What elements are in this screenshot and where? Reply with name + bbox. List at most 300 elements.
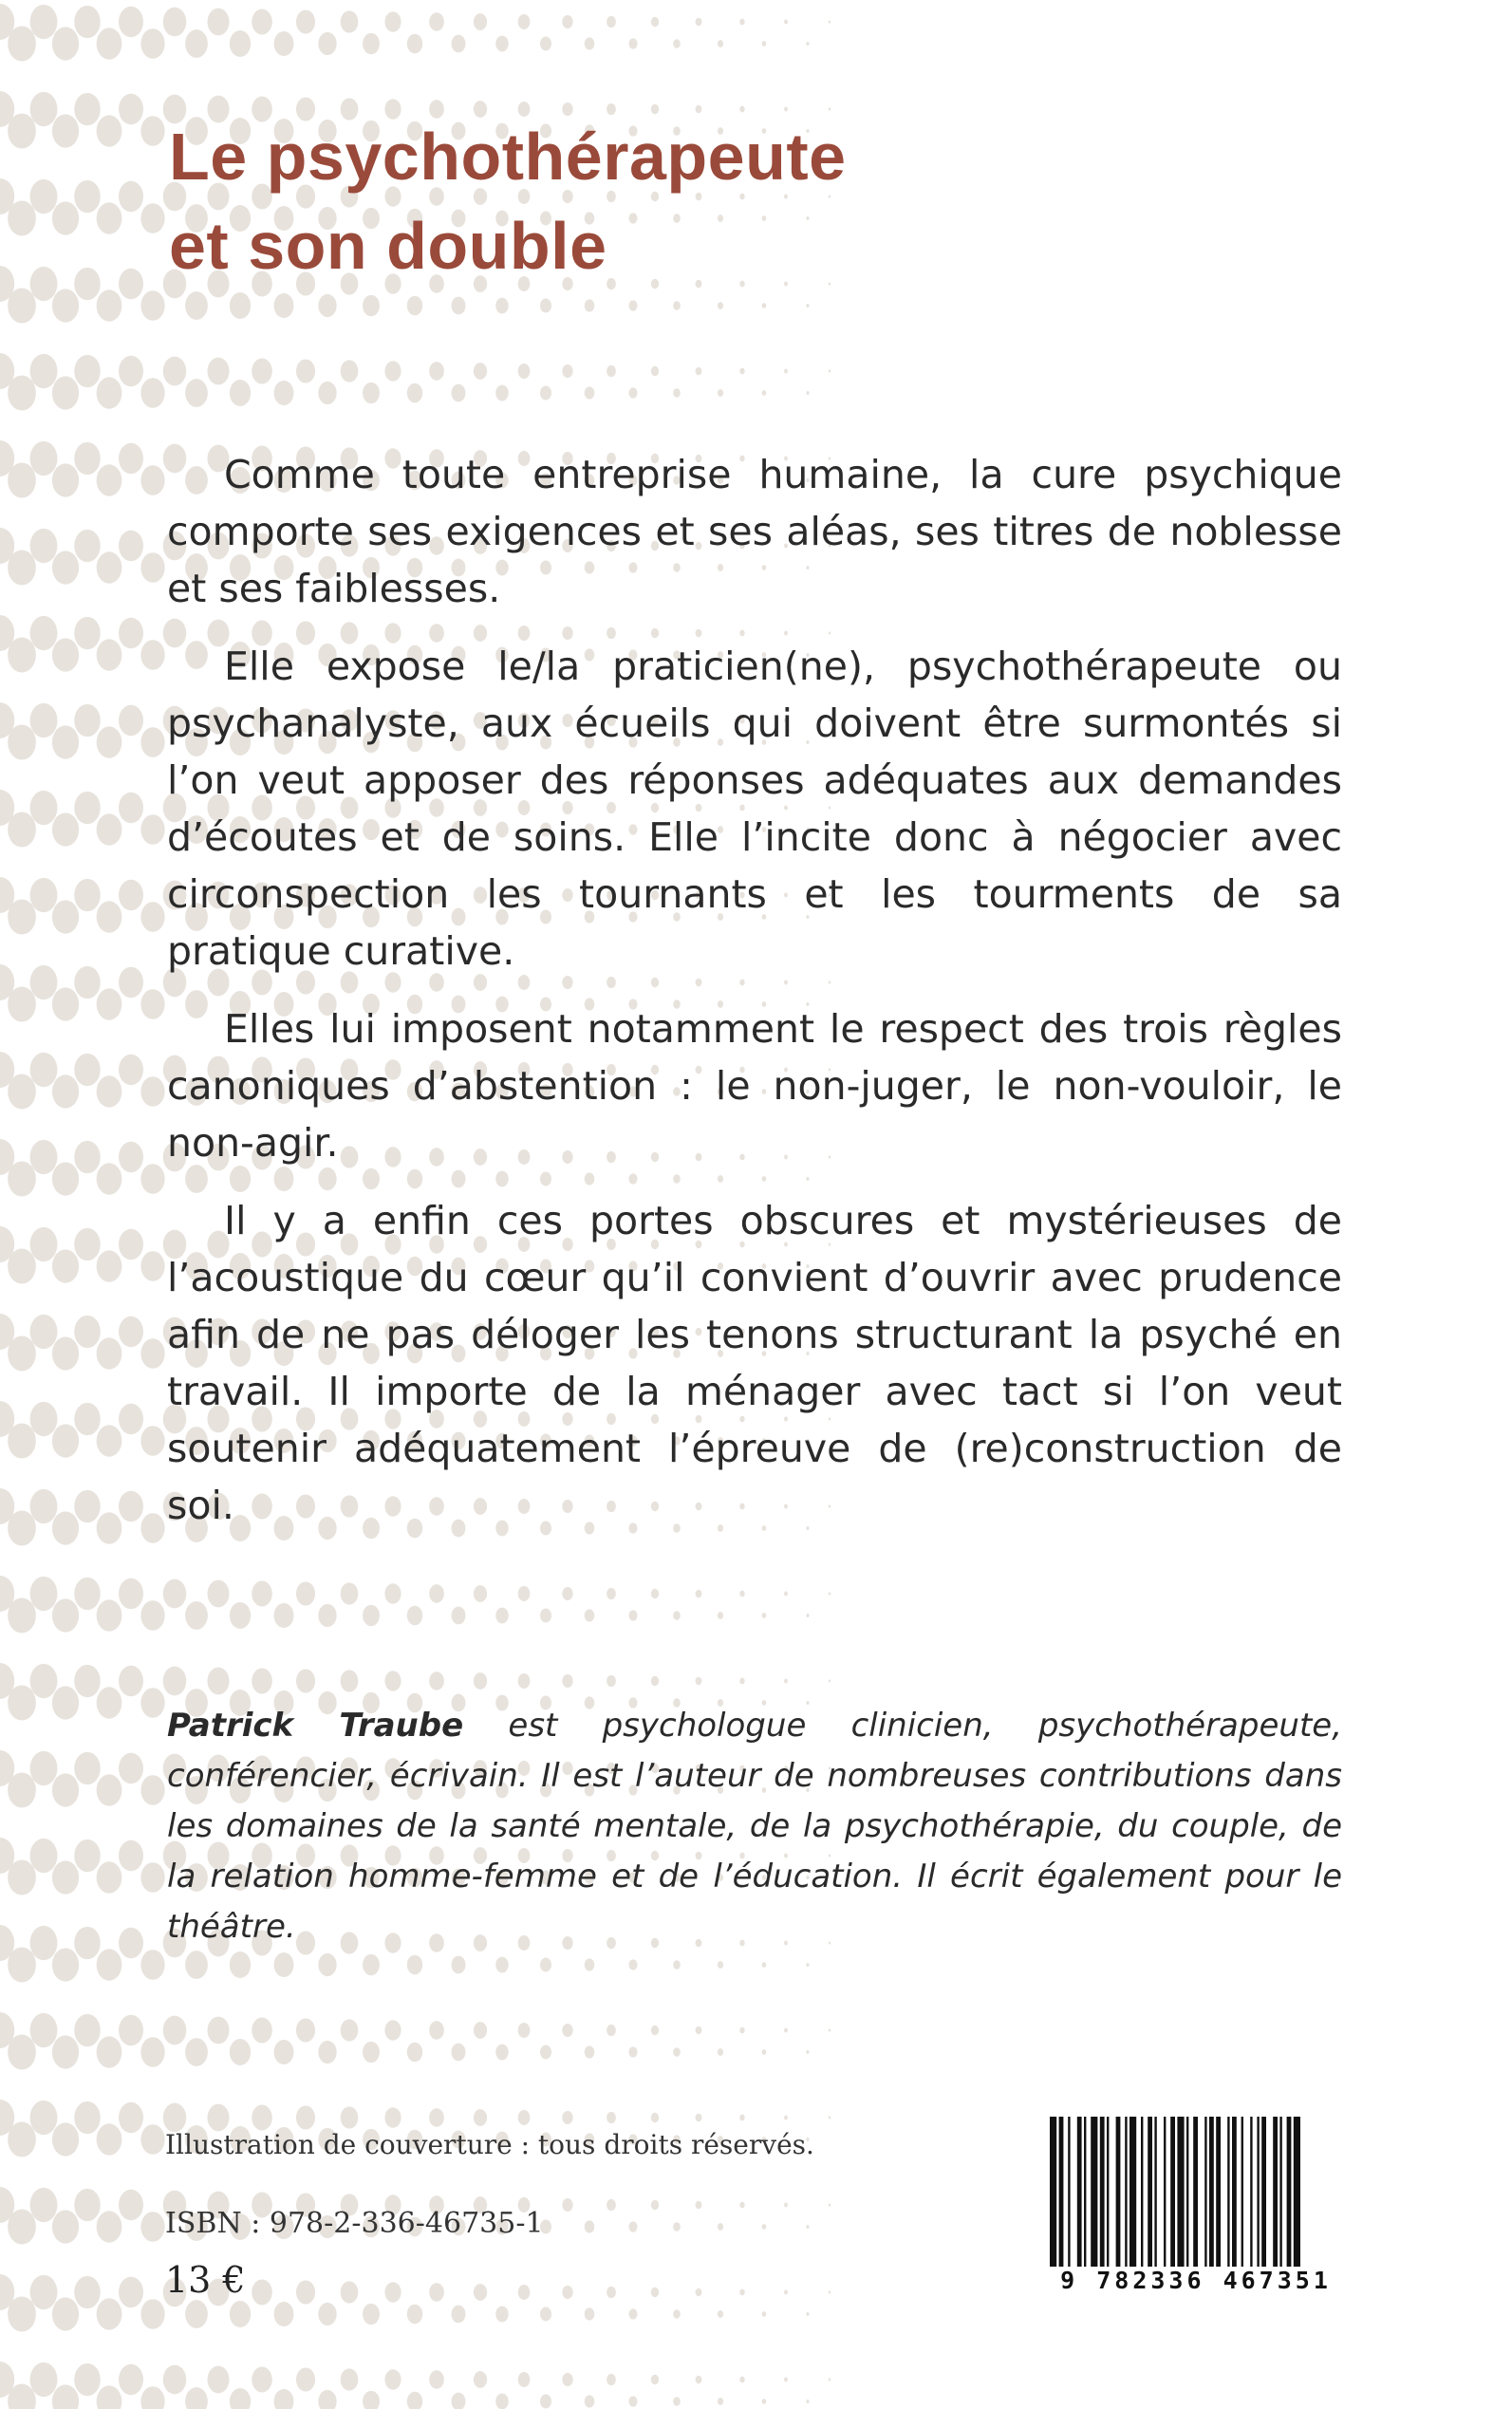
background-dot [318,1604,336,1627]
barcode-bars [1050,2117,1342,2267]
barcode-bar [1257,2117,1259,2267]
background-dot [52,27,79,60]
background-dot [230,1602,251,1629]
background-dot [140,727,164,757]
background-dot [8,1074,36,1109]
background-dot [474,1585,487,1602]
background-dot [585,2045,595,2058]
background-dot [30,1839,58,1873]
background-dot [296,2280,315,2304]
background-dot [140,2212,164,2242]
background-dot [97,289,122,321]
background-dot [8,2121,36,2157]
background-dot [696,2026,702,2035]
background-dot [74,530,100,562]
barcode-bar [1084,2117,1086,2267]
background-dot [8,1161,36,1196]
background-dot [140,2299,164,2329]
background-dot [407,296,422,316]
background-dot [739,1591,744,1597]
background-dot [52,201,79,234]
background-dot [274,1603,294,1628]
background-dot [407,1955,422,1975]
background-dot [30,529,58,563]
blurb-paragraph: Comme toute entreprise humaine, la cure psychique comporte ses exigences et ses aléas, ses titres de noblesse et ses faiblesses. [167,452,1342,611]
background-dot [140,1688,164,1718]
background-dot [739,19,744,26]
background-dot [673,301,681,309]
blurb-paragraph: Il y a enfin ces portes obscures et mystérieuses de l’acoustique du cœur qu’il convient d’ouvrir avec prudence afin de ne pas déloger les tenons structurant la psyché en travail. Il importe de la ménager avec tact si l’on veut soutenir adéquatement l’épreuve de (re)construction de soi. [167,1198,1342,1528]
background-dot [119,2364,143,2395]
background-dot [784,2378,788,2382]
background-dot [8,1685,36,1720]
background-dot [252,2367,272,2393]
background-dot [74,704,100,737]
background-dot [97,901,122,932]
background-dot [119,181,143,212]
background-dot [74,1839,100,1872]
background-dot [585,2307,595,2320]
barcode-bar [1107,2117,1109,2267]
background-dot [540,2045,551,2060]
background-dot [97,1337,122,1369]
background-dot [74,2101,100,2134]
background-dot [52,725,79,758]
background-dot [651,2288,659,2297]
background-dot [341,2368,359,2390]
background-dot [673,388,681,397]
background-dot [407,2305,422,2325]
background-dot [97,1250,122,1281]
background-dot [97,1949,122,1980]
background-dot [119,880,143,910]
background-dot [784,20,788,25]
author-bio-text: est psychologue clinicien, psychothérapeute, conférencier, écrivain. Il est l’auteur de nombreuses contributions dans les domaines de la santé mentale, de la psychothérapie, du couple, de la relation homme-femme et de l’éducation. Il écrit également pour le théâtre. [167,1707,1342,1946]
background-dot [119,1753,143,1783]
background-dot [30,1751,58,1785]
background-dot [74,1316,100,1348]
background-dot [8,1597,36,1633]
background-dot [452,297,466,315]
background-dot [140,1076,164,1107]
background-dot [673,2222,681,2231]
background-dot [185,291,208,320]
background-dot [230,380,251,406]
background-dot [718,2398,723,2405]
background-dot [673,2309,681,2318]
background-dot [628,2396,637,2406]
background-dot [607,16,616,28]
background-dot [429,2108,444,2127]
background-dot [185,2387,208,2409]
barcode-bar [1170,2117,1175,2267]
background-dot [74,442,100,475]
background-dot [429,12,444,31]
background-dot [518,2023,531,2038]
background-dot [8,26,36,61]
background-dot [74,792,100,824]
background-dot [30,2188,58,2222]
background-dot [119,2015,143,2045]
background-dot [829,107,831,110]
background-dot [739,2202,744,2209]
background-dot [8,462,36,497]
background-dot [207,1668,229,1695]
background-dot [562,2111,572,2124]
background-dot [274,2302,294,2326]
background-dot [628,2308,637,2319]
barcode [1044,2109,1348,2299]
background-dot [806,391,809,395]
background-dot [628,2221,637,2232]
background-dot [119,2102,143,2133]
background-dot [163,1579,187,1609]
background-dot [8,724,36,759]
background-dot [252,359,272,384]
background-dot [163,2103,187,2133]
background-dot [8,113,36,148]
background-dot [8,200,36,235]
background-dot [384,11,401,31]
background-dot [829,2116,831,2119]
background-dot [74,879,100,911]
background-dot [52,987,79,1020]
background-dot [8,899,36,934]
background-dot [540,1609,551,1623]
background-dot [495,2045,508,2061]
background-dot [341,2019,359,2041]
background-dot [452,1956,466,1974]
background-dot [140,1513,164,1543]
barcode-bar [1186,2117,1188,2267]
background-dot [407,2043,422,2063]
background-dot [762,390,767,396]
background-dot [296,1669,315,1692]
author-name: Patrick Traube [167,1707,464,1745]
background-dot [97,464,122,495]
background-dot [540,37,551,51]
background-dot [74,1578,100,1610]
background-dot [52,2384,79,2409]
background-dot [474,2109,487,2126]
background-dot [30,2275,58,2309]
background-dot [829,20,831,23]
background-dot [474,363,487,380]
background-dot [318,2303,336,2325]
background-dot [341,2281,359,2303]
background-dot [829,2290,831,2293]
background-dot [784,2028,788,2033]
background-dot [407,383,422,403]
background-dot [74,2014,100,2046]
background-dot [540,386,551,401]
background-dot [318,294,336,317]
background-dot [163,357,187,386]
background-dot [562,1674,572,1688]
barcode-digits: 9 782336 467351 [1060,2267,1332,2294]
background-dot [30,92,58,126]
barcode-bar [1216,2117,1221,2267]
barcode-bar [1209,2117,1214,2267]
background-dot [119,1840,143,1871]
background-dot [363,1605,380,1626]
background-dot [318,2390,336,2409]
background-dot [274,2389,294,2409]
background-dot [30,1489,58,1523]
background-dot [140,1862,164,1893]
background-dot [119,2277,143,2307]
background-dot [607,2374,616,2385]
background-dot [784,1679,788,1684]
background-dot [363,295,380,316]
background-dot [74,268,100,300]
background-dot [97,115,122,146]
background-dot [474,2022,487,2039]
background-dot [363,2391,380,2409]
background-dot [52,812,79,846]
background-dot [540,1958,551,1972]
background-dot [806,1963,809,1967]
price: 13 € [165,2259,246,2301]
background-dot [495,2394,508,2409]
barcode-bar [1050,2117,1056,2267]
background-dot [207,1580,229,1608]
background-dot [140,28,164,59]
background-dot [140,116,164,146]
background-dot [495,385,508,402]
background-dot [140,1950,164,1980]
barcode-bar [1077,2117,1082,2267]
cover-credit: Illustration de couverture : tous droits réservés. [165,2129,814,2160]
background-dot [673,2047,681,2056]
background-dot [8,1947,36,1982]
background-dot [8,2296,36,2331]
background-dot [97,2123,122,2155]
background-dot [119,793,143,823]
background-dot [207,358,229,385]
background-dot [230,2039,251,2065]
background-dot [52,1773,79,1806]
background-dot [74,6,100,38]
barcode-bar [1227,2117,1229,2267]
barcode-bar [1091,2117,1097,2267]
background-dot [474,13,487,30]
background-dot [97,813,122,845]
background-dot [806,2225,809,2229]
background-dot [119,1491,143,1522]
background-dot [119,1404,143,1434]
background-dot [829,2203,831,2206]
background-dot [74,1665,100,1697]
background-dot [651,2113,659,2122]
background-dot [8,550,36,585]
background-dot [518,2285,531,2300]
background-dot [384,361,401,381]
background-dot [806,2312,809,2316]
background-dot [252,9,272,35]
background-dot [97,639,122,670]
background-dot [52,551,79,584]
background-dot [52,1511,79,1544]
background-dot [52,114,79,147]
background-dot [8,1772,36,1807]
background-dot [74,1228,100,1261]
background-dot [52,1162,79,1195]
background-dot [341,1670,359,1691]
background-dot [252,1669,272,1694]
background-dot [739,2377,744,2383]
background-dot [119,1928,143,1958]
background-dot [585,2395,595,2407]
background-dot [8,288,36,323]
background-dot [119,705,143,736]
background-dot [30,1140,58,1174]
background-dot [384,1671,401,1690]
background-dot [452,2044,466,2062]
background-dot [651,2375,659,2384]
background-dot [718,1612,723,1619]
background-dot [696,2376,702,2384]
background-dot [762,2049,767,2055]
background-dot [696,18,702,27]
background-dot [762,2224,767,2230]
background-dot [585,386,595,399]
background-dot [140,465,164,495]
barcode-bar [1154,2117,1156,2267]
background-dot [140,2124,164,2155]
background-dot [52,1948,79,1981]
barcode-bar [1129,2117,1136,2267]
background-dot [562,2286,572,2299]
background-dot [363,2042,380,2063]
background-dot [628,2046,637,2057]
background-dot [585,37,595,49]
background-dot [628,1959,637,1970]
background-dot [97,551,122,583]
background-dot [452,384,466,402]
background-dot [274,1952,294,1977]
background-dot [30,267,58,301]
background-dot [806,304,809,308]
background-dot [52,2210,79,2243]
barcode-bar [1148,2117,1152,2267]
background-dot [30,791,58,825]
background-dot [718,2223,723,2231]
barcode-bar [1116,2117,1121,2267]
background-dot [784,2290,788,2295]
barcode-bar [1279,2117,1281,2267]
background-dot [452,35,466,53]
background-dot [562,2198,572,2212]
isbn: ISBN : 978-2-336-46735-1 [165,2207,544,2240]
barcode-bar [1193,2117,1198,2267]
background-dot [252,2018,272,2044]
background-dot [163,2365,187,2395]
background-dot [540,2307,551,2322]
background-dot [185,2038,208,2066]
background-dot [762,303,767,308]
background-dot [97,726,122,757]
background-dot [97,1687,122,1718]
background-dot [784,2203,788,2208]
background-dot [651,1589,659,1598]
background-dot [384,2020,401,2040]
background-dot [829,2028,831,2031]
background-dot [363,383,380,403]
background-dot [429,362,444,381]
background-dot [718,1961,723,1969]
background-dot [30,1926,58,1960]
background-dot [52,463,79,496]
background-dot [585,1609,595,1621]
background-dot [140,640,164,670]
background-dot [274,381,294,405]
background-dot [207,2017,229,2045]
background-dot [74,966,100,999]
background-dot [762,2311,767,2317]
background-dot [739,2289,744,2296]
barcode-bar [1250,2117,1252,2267]
background-dot [8,1859,36,1895]
background-dot [97,2385,122,2409]
background-dot [341,360,359,382]
background-dot [30,965,58,999]
background-dot [429,2021,444,2040]
background-dot [30,878,58,912]
background-dot [762,1613,767,1618]
barcode-bar [1294,2117,1300,2267]
background-dot [363,2304,380,2325]
background-dot [318,382,336,404]
background-dot [74,2363,100,2396]
background-dot [696,2288,702,2297]
background-dot [30,1053,58,1087]
background-dot [30,1577,58,1611]
background-dot [97,2298,122,2329]
background-dot [341,1582,359,1604]
background-dot [474,1672,487,1690]
background-dot [252,2280,272,2306]
background-dot [140,378,164,408]
background-dot [74,180,100,213]
background-dot [429,1584,444,1603]
background-dot [230,2301,251,2327]
background-dot [607,2287,616,2298]
background-dot [119,443,143,474]
background-dot [97,1163,122,1194]
background-dot [384,2107,401,2127]
background-dot [74,617,100,649]
background-dot [696,2114,702,2122]
background-dot [140,2037,164,2067]
background-dot [119,967,143,998]
background-dot [30,441,58,476]
background-dot [806,2050,809,2054]
background-dot [119,356,143,386]
background-dot [384,1583,401,1603]
background-dot [230,292,251,319]
background-dot [806,42,809,46]
background-dot [52,2035,79,2068]
background-dot [296,2367,315,2391]
background-dot [628,1610,637,1620]
background-dot [97,988,122,1019]
background-dot [97,1075,122,1107]
background-dot [185,1601,208,1630]
background-dot [74,1927,100,1959]
background-dot [495,36,508,52]
background-dot [739,2115,744,2121]
